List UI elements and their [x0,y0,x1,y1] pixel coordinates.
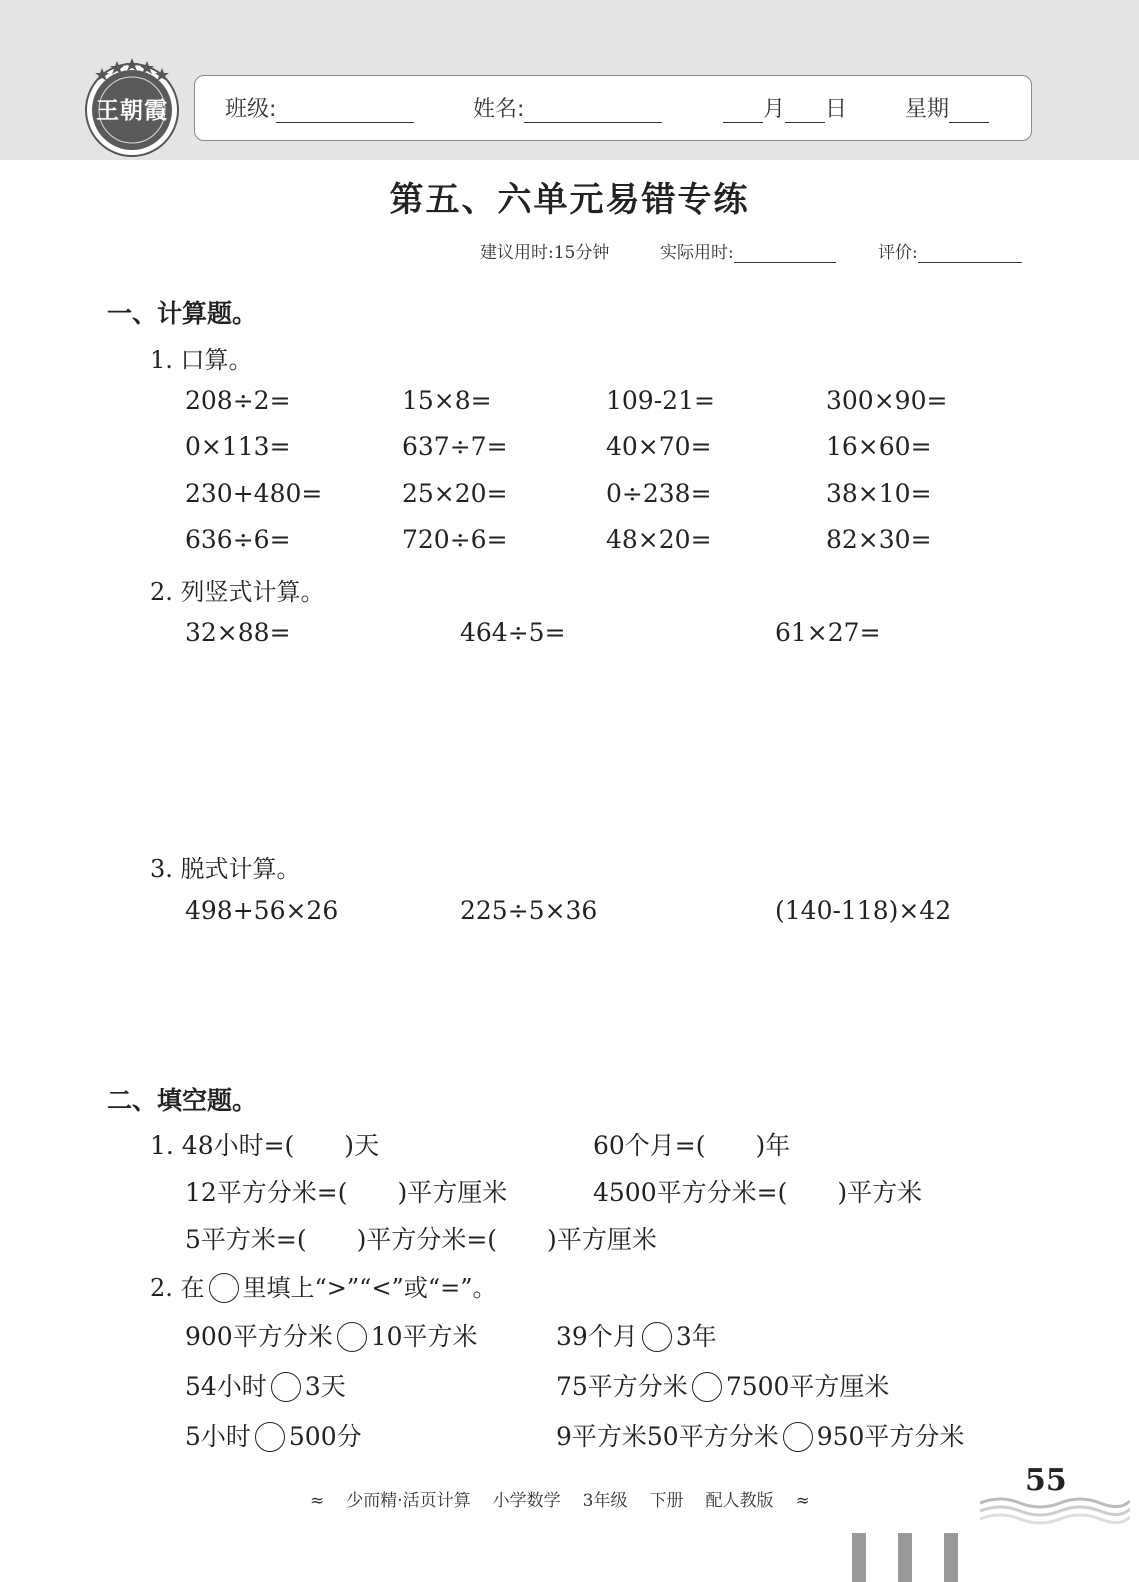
logo-text: 王朝霞 [96,97,168,124]
compare-right: 7500平方厘米 [725,1372,890,1401]
edge-mark [944,1533,958,1582]
actual-time-label: 实际用时: [660,243,734,263]
mental-item: 636÷6= [185,525,291,554]
mental-item: 720÷6= [402,525,508,554]
weekday-label: 星期 [905,97,950,122]
stepwise-item: (140-118)×42 [775,896,952,925]
weekday-field[interactable] [905,92,989,123]
compare-right: 3年 [675,1322,717,1351]
date-field[interactable] [723,92,847,123]
compare-circle[interactable] [255,1422,285,1452]
question-label-vertical: 2. 列竖式计算。 [150,578,325,606]
question-label-stepwise: 3. 脱式计算。 [150,855,301,883]
question-label-mental: 1. 口算。 [150,346,253,374]
day-label: 日 [825,97,848,122]
compare-circle[interactable] [271,1372,301,1402]
wave-icon: ≈ [310,1491,325,1511]
mental-item: 40×70= [606,432,712,461]
compare-item [185,1417,362,1454]
conversion-item: 12平方分米=( )平方厘米 [185,1178,508,1207]
compare-left: 54小时 [185,1372,267,1401]
compare-left: 900平方分米 [185,1322,333,1351]
mental-item: 16×60= [826,432,932,461]
compare-left: 75平方分米 [556,1372,688,1401]
compare-left: 39个月 [556,1322,638,1351]
class-field[interactable] [225,92,414,123]
circle-icon [209,1273,239,1303]
compare-circle[interactable] [642,1322,672,1352]
evaluation-field[interactable] [878,238,1022,263]
compare-left: 9平方米50平方分米 [556,1422,779,1451]
footer [310,1486,832,1511]
mental-item: 300×90= [826,386,948,415]
mental-item: 38×10= [826,479,932,508]
student-info-box [194,75,1032,141]
compare-circle[interactable] [692,1372,722,1402]
suggested-time: 建议用时:15分钟 [480,243,610,263]
mental-item: 637÷7= [402,432,508,461]
compare-circle[interactable] [337,1322,367,1352]
footer-edition: 配人教版 [705,1491,774,1511]
compare-item [556,1417,964,1454]
mental-item: 230+480= [185,479,323,508]
compare-left: 5小时 [185,1422,251,1451]
month-label: 月 [763,97,786,122]
mental-item: 0×113= [185,432,291,461]
day-blank[interactable] [785,96,825,123]
compare-right: 500分 [288,1422,362,1451]
class-label: 班级: [225,97,277,122]
mental-item: 208÷2= [185,386,291,415]
compare-right: 950平方分米 [816,1422,965,1451]
conversion-item: 5平方米=( )平方分米=( )平方厘米 [185,1225,657,1254]
compare-item [185,1317,478,1354]
weekday-blank[interactable] [949,96,989,123]
evaluation-blank[interactable] [918,240,1022,263]
wave-icon: ≈ [795,1491,810,1511]
page-number: 55 [1025,1463,1067,1498]
conversion-item: 60个月=( )年 [593,1131,791,1160]
actual-time-blank[interactable] [734,240,836,263]
compare-item [556,1367,889,1404]
edge-mark [898,1533,912,1582]
vertical-item: 32×88= [185,618,291,647]
mental-item: 25×20= [402,479,508,508]
mental-item: 109-21= [606,386,715,415]
section-heading-fill-blank: 二、填空题。 [107,1086,258,1115]
conversion-item: 4500平方分米=( )平方米 [593,1178,923,1207]
name-label: 姓名: [473,97,525,122]
compare-label-post: 里填上“>”“<”或“=”。 [242,1274,497,1302]
class-blank[interactable] [276,96,414,123]
footer-series: 少而精·活页计算 [346,1491,471,1511]
conversion-item: 1. 48小时=( )天 [150,1131,380,1160]
edge-mark [852,1533,866,1582]
footer-volume: 下册 [649,1491,684,1511]
compare-right: 3天 [304,1372,346,1401]
stepwise-item: 225÷5×36 [460,896,598,925]
vertical-item: 464÷5= [460,618,566,647]
name-field[interactable] [473,92,662,123]
month-blank[interactable] [723,96,763,123]
mental-item: 48×20= [606,525,712,554]
actual-time-field[interactable] [660,238,836,263]
footer-grade: 3年级 [582,1491,628,1511]
page-title: 第五、六单元易错专练 [389,180,750,220]
mental-item: 15×8= [402,386,492,415]
mental-item: 82×30= [826,525,932,554]
vertical-item: 61×27= [775,618,881,647]
compare-label-pre: 2. 在 [150,1274,205,1302]
compare-right: 10平方米 [370,1322,478,1351]
section-heading-calculation: 一、计算题。 [107,299,258,328]
footer-subject: 小学数学 [492,1491,561,1511]
mental-item: 0÷238= [606,479,712,508]
name-blank[interactable] [524,96,662,123]
compare-circle[interactable] [783,1422,813,1452]
question-label-compare [150,1268,496,1305]
stepwise-item: 498+56×26 [185,896,339,925]
evaluation-label: 评价: [878,243,918,263]
compare-item [185,1367,346,1404]
compare-item [556,1317,717,1354]
